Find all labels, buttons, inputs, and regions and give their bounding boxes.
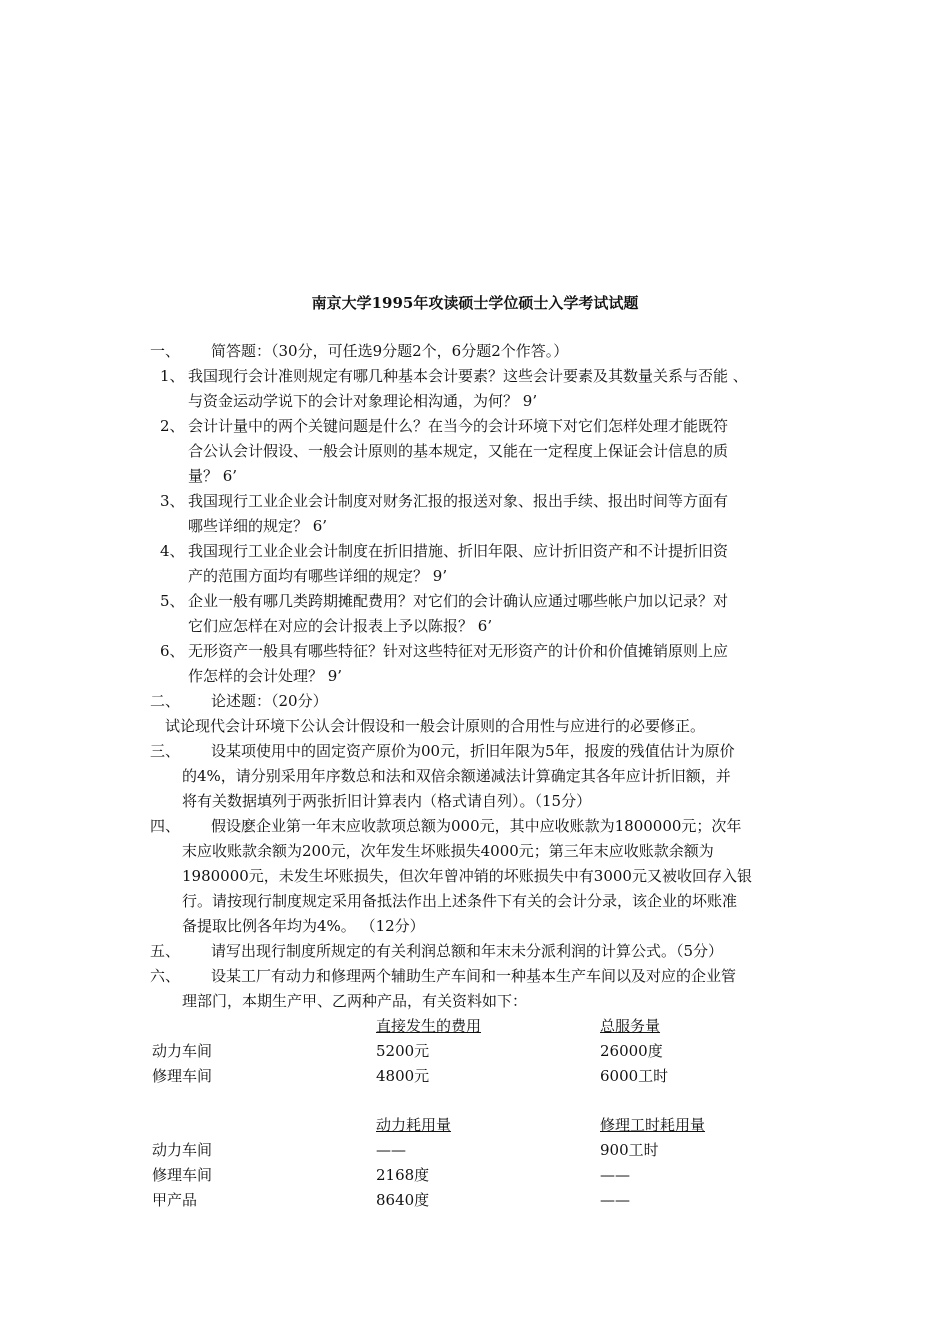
section-5-heading: 请写出现行制度所规定的有关利润总额和年末未分派利润的计算公式。（5分） <box>211 942 724 960</box>
section-3-line-2: 的4%，请分别采用年序数总和法和双倍余额递减法计算确定其各年应计折旧额，并 <box>182 767 731 785</box>
section-2-number: 二、 <box>150 692 181 710</box>
section-4-line-4: 行。请按现行制度规定采用备抵法作出上述条件下有关的会计分录，该企业的坏账准 <box>182 892 738 910</box>
table2-row-name: 修理车间 <box>152 1166 213 1184</box>
table2-header-repair-hours: 修理工时耗用量 <box>600 1116 706 1134</box>
section-6-line-2: 理部门，本期生产甲、乙两种产品，有关资料如下： <box>182 992 528 1010</box>
question-1-number: 1、 <box>160 367 185 385</box>
question-1-line-2: 与资金运动学说下的会计对象理论相沟通，为何？ 9’ <box>188 392 538 410</box>
table2-row-power: 8640度 <box>376 1191 430 1209</box>
question-3-line-2: 哪些详细的规定？ 6’ <box>188 517 328 535</box>
table2-row-repair: —— <box>600 1191 630 1209</box>
section-5-number: 五、 <box>150 942 181 960</box>
question-3-number: 3、 <box>160 492 185 510</box>
table1-row-service: 6000工时 <box>600 1067 669 1085</box>
question-5-line-1: 企业一般有哪几类跨期摊配费用？对它们的会计确认应通过哪些帐户加以记录？对 <box>188 592 729 610</box>
table2-row-name: 甲产品 <box>152 1191 198 1209</box>
question-6-number: 6、 <box>160 642 185 660</box>
question-5-line-2: 它们应怎样在对应的会计报表上予以陈报？ 6’ <box>188 617 493 635</box>
section-4-line-3: 1980000元，未发生坏账损失，但次年曾冲销的坏账损失中有3000元又被收回存入银 <box>182 867 752 885</box>
section-3-line-3: 将有关数据填列于两张折旧计算表内（格式请自列）。（15分） <box>182 792 592 810</box>
table2-row-repair: 900工时 <box>600 1141 659 1159</box>
section-2-heading: 论述题：（20分） <box>211 692 328 710</box>
section-3-line-1: 设某项使用中的固定资产原价为00元，折旧年限为5年，报废的残值估计为原价 <box>211 742 735 760</box>
table1-row-name: 修理车间 <box>152 1067 213 1085</box>
section-6-number: 六、 <box>150 967 181 985</box>
question-4-line-1: 我国现行工业企业会计制度在折旧措施、折旧年限、应计折旧资产和不计提折旧资 <box>188 542 729 560</box>
section-2-body: 试论现代会计环境下公认会计假设和一般会计原则的合用性与应进行的必要修正。 <box>165 717 706 735</box>
exam-title: 南京大学1995年攻读硕士学位硕士入学考试试题 <box>311 294 639 312</box>
table2-row-name: 动力车间 <box>152 1141 213 1159</box>
question-2-line-1: 会计计量中的两个关键问题是什么？在当今的会计环境下对它们怎样处理才能既符 <box>188 417 729 435</box>
section-4-line-1: 假设麽企业第一年末应收款项总额为000元，其中应收账款为1800000元；次年 <box>211 817 742 835</box>
question-4-line-2: 产的范围方面均有哪些详细的规定？ 9’ <box>188 567 448 585</box>
section-6-line-1: 设某工厂有动力和修理两个辅助生产车间和一种基本生产车间以及对应的企业管 <box>211 967 737 985</box>
table2-row-power: —— <box>376 1141 406 1159</box>
table2-row-repair: —— <box>600 1166 630 1184</box>
section-4-line-2: 末应收账款余额为200元，次年发生坏账损失4000元；第三年末应收账款余额为 <box>182 842 714 860</box>
table2-header-power-usage: 动力耗用量 <box>376 1116 452 1134</box>
question-3-line-1: 我国现行工业企业会计制度对财务汇报的报送对象、报出手续、报出时间等方面有 <box>188 492 729 510</box>
question-2-number: 2、 <box>160 417 185 435</box>
section-1-heading: 简答题：（30分，可任选9分题2个，6分题2个作答。） <box>211 342 569 360</box>
question-2-line-3: 量？ 6’ <box>188 467 238 485</box>
table1-row-cost: 4800元 <box>376 1067 430 1085</box>
question-1-line-1: 我国现行会计准则规定有哪几种基本会计要素？这些会计要素及其数量关系与否能 、 <box>188 367 748 385</box>
question-2-line-2: 合公认会计假设、一般会计原则的基本规定，又能在一定程度上保证会计信息的质 <box>188 442 729 460</box>
table2-row-power: 2168度 <box>376 1166 430 1184</box>
table1-header-direct-cost: 直接发生的费用 <box>376 1017 482 1035</box>
section-4-line-5: 备提取比例各年均为4%。 （12分） <box>182 917 425 935</box>
table1-row-cost: 5200元 <box>376 1042 430 1060</box>
section-1-number: 一、 <box>150 342 181 360</box>
question-6-line-1: 无形资产一般具有哪些特征？针对这些特征对无形资产的计价和价值摊销原则上应 <box>188 642 729 660</box>
section-3-number: 三、 <box>150 742 181 760</box>
table1-header-total-service: 总服务量 <box>600 1017 661 1035</box>
table1-row-service: 26000度 <box>600 1042 663 1060</box>
question-4-number: 4、 <box>160 542 185 560</box>
question-5-number: 5、 <box>160 592 185 610</box>
section-4-number: 四、 <box>150 817 181 835</box>
question-6-line-2: 作怎样的会计处理？ 9’ <box>188 667 343 685</box>
table1-row-name: 动力车间 <box>152 1042 213 1060</box>
